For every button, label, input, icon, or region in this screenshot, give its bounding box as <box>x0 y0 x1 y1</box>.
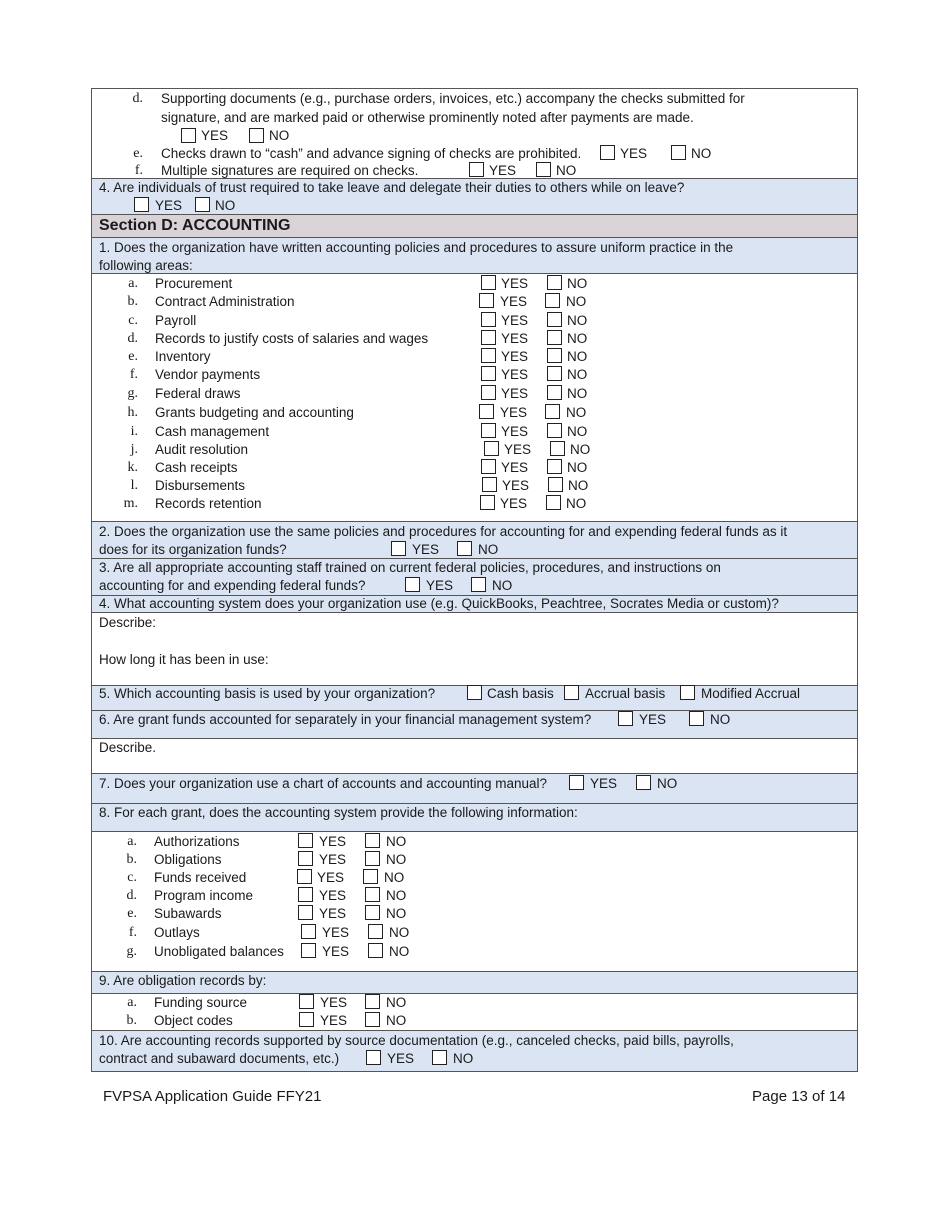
outlays-no-checkbox[interactable] <box>368 924 383 939</box>
q1-item-label: Contract Administration <box>155 294 295 309</box>
d-q2-text-line1: 2. Does the organization use the same policies and procedures for accounting for and expending federal funds as it <box>99 524 788 539</box>
no-label: NO <box>386 852 407 867</box>
no-label: NO <box>691 146 712 161</box>
no-label: NO <box>386 888 407 903</box>
yes-label: YES <box>500 405 528 420</box>
no-label: NO <box>389 944 410 959</box>
item-letter: j. <box>130 442 138 457</box>
item-letter: f. <box>129 367 138 382</box>
modified-accrual-checkbox[interactable] <box>680 685 695 700</box>
federal-draws-yes-checkbox[interactable] <box>481 385 496 400</box>
no-label: NO <box>453 1051 474 1066</box>
no-label: NO <box>567 460 588 475</box>
item-letter: k. <box>127 460 138 475</box>
q8-item-label: Obligations <box>154 852 222 867</box>
q1-item-label: Records retention <box>155 496 262 511</box>
d-q3-no-checkbox[interactable] <box>471 577 486 592</box>
item-letter: c. <box>128 313 138 328</box>
outlays-yes-checkbox[interactable] <box>301 924 316 939</box>
q1-item-label: Cash receipts <box>155 460 238 475</box>
yes-label: YES <box>412 542 440 557</box>
yes-label: YES <box>502 478 530 493</box>
q1-item-label: Payroll <box>155 313 197 328</box>
yes-label: YES <box>320 1013 348 1028</box>
cash-receipts-yes-checkbox[interactable] <box>481 459 496 474</box>
item-f-text: Multiple signatures are required on checks. <box>161 163 419 178</box>
no-label: NO <box>386 906 407 921</box>
subawards-no-checkbox[interactable] <box>365 905 380 920</box>
d-q4-text: 4. What accounting system does your organization use (e.g. QuickBooks, Peachtree, Socrates Media or custom)? <box>99 596 779 611</box>
q9-item-label: Object codes <box>154 1013 233 1028</box>
obligations-no-checkbox[interactable] <box>365 851 380 866</box>
q1-item-label: Records to justify costs of salaries and wages <box>155 331 429 346</box>
footer-page-number: Page 13 of 14 <box>752 1088 846 1105</box>
d-q4-describe-label: Describe: <box>99 615 157 630</box>
item-letter: g. <box>126 944 137 959</box>
d-q7-yes-checkbox[interactable] <box>569 775 584 790</box>
item-letter: e. <box>127 906 137 921</box>
no-label: NO <box>478 542 499 557</box>
cash-management-no-checkbox[interactable] <box>547 423 562 438</box>
yes-label: YES <box>590 776 618 791</box>
trust-leave-question: 4. Are individuals of trust required to take leave and delegate their duties to others while on leave? <box>99 180 685 195</box>
d-q6-no-checkbox[interactable] <box>689 711 704 726</box>
no-label: NO <box>566 405 587 420</box>
inventory-yes-checkbox[interactable] <box>481 348 496 363</box>
yes-label: YES <box>319 888 347 903</box>
no-label: NO <box>567 313 588 328</box>
d-q10-text-line1: 10. Are accounting records supported by source documentation (e.g., canceled checks, paid bills, payrolls, <box>99 1033 734 1048</box>
item-letter: e. <box>128 349 138 364</box>
yes-label: YES <box>639 712 667 727</box>
item-letter: e. <box>133 146 143 161</box>
item-letter: g. <box>127 386 138 401</box>
payroll-yes-checkbox[interactable] <box>481 312 496 327</box>
d-q1-text-line1: 1. Does the organization have written accounting policies and procedures to assure uniform practice in the <box>99 240 734 255</box>
cash-receipts-no-checkbox[interactable] <box>547 459 562 474</box>
object-codes-no-checkbox[interactable] <box>365 1012 380 1027</box>
footer-document-title: FVPSA Application Guide FFY21 <box>103 1088 322 1105</box>
yes-label: YES <box>489 163 517 178</box>
q8-item-label: Program income <box>154 888 254 903</box>
item-letter: a. <box>128 276 138 291</box>
no-label: NO <box>269 128 290 143</box>
no-label: NO <box>386 1013 407 1028</box>
contract-admin-no-checkbox[interactable] <box>545 293 560 308</box>
authorizations-no-checkbox[interactable] <box>365 833 380 848</box>
yes-label: YES <box>426 578 454 593</box>
yes-label: YES <box>500 294 528 309</box>
q1-item-label: Federal draws <box>155 386 241 401</box>
disbursements-yes-checkbox[interactable] <box>482 477 497 492</box>
d-q7-no-checkbox[interactable] <box>636 775 651 790</box>
q8-item-label: Authorizations <box>154 834 240 849</box>
yes-label: YES <box>317 870 345 885</box>
item-letter: d. <box>132 91 143 106</box>
d-q10-yes-checkbox[interactable] <box>366 1050 381 1065</box>
accrual-basis-checkbox[interactable] <box>564 685 579 700</box>
no-label: NO <box>566 294 587 309</box>
cash-basis-label: Cash basis <box>487 686 554 701</box>
q8-item-label: Subawards <box>154 906 222 921</box>
item-f-yes-checkbox[interactable] <box>469 162 484 177</box>
item-letter: b. <box>126 852 137 867</box>
funds-received-no-checkbox[interactable] <box>363 869 378 884</box>
yes-label: YES <box>501 331 529 346</box>
item-letter: d. <box>127 331 138 346</box>
d-q5-text: 5. Which accounting basis is used by your organization? <box>99 686 436 701</box>
yes-label: YES <box>500 496 528 511</box>
audit-resolution-no-checkbox[interactable] <box>550 441 565 456</box>
object-codes-yes-checkbox[interactable] <box>299 1012 314 1027</box>
unobligated-balances-no-checkbox[interactable] <box>368 943 383 958</box>
audit-resolution-yes-checkbox[interactable] <box>484 441 499 456</box>
yes-label: YES <box>501 460 529 475</box>
q1-item-label: Inventory <box>155 349 211 364</box>
d-q9-text: 9. Are obligation records by: <box>99 973 267 988</box>
item-letter: b. <box>127 294 138 309</box>
d-q6-describe-label: Describe. <box>99 740 157 755</box>
item-e-text: Checks drawn to “cash” and advance signing of checks are prohibited. <box>161 146 582 161</box>
d-q2-no-checkbox[interactable] <box>457 541 472 556</box>
authorizations-yes-checkbox[interactable] <box>298 833 313 848</box>
procurement-yes-checkbox[interactable] <box>481 275 496 290</box>
no-label: NO <box>215 198 236 213</box>
salaries-wages-no-checkbox[interactable] <box>547 330 562 345</box>
unobligated-balances-yes-checkbox[interactable] <box>301 943 316 958</box>
cash-basis-checkbox[interactable] <box>467 685 482 700</box>
item-letter: a. <box>127 995 137 1010</box>
no-label: NO <box>710 712 731 727</box>
item-letter: b. <box>126 1013 137 1028</box>
q1-item-label: Grants budgeting and accounting <box>155 405 354 420</box>
q1-item-label: Procurement <box>155 276 233 291</box>
contract-admin-yes-checkbox[interactable] <box>479 293 494 308</box>
salaries-wages-yes-checkbox[interactable] <box>481 330 496 345</box>
q1-item-label: Disbursements <box>155 478 246 493</box>
item-d-text-line1: Supporting documents (e.g., purchase orders, invoices, etc.) accompany the checks submitted for <box>161 91 745 106</box>
d-q4-how-long-label: How long it has been in use: <box>99 652 269 667</box>
funding-source-yes-checkbox[interactable] <box>299 994 314 1009</box>
item-f-no-checkbox[interactable] <box>536 162 551 177</box>
no-label: NO <box>568 478 589 493</box>
grants-budgeting-yes-checkbox[interactable] <box>479 404 494 419</box>
inventory-no-checkbox[interactable] <box>547 348 562 363</box>
accrual-basis-label: Accrual basis <box>585 686 666 701</box>
no-label: NO <box>567 367 588 382</box>
no-label: NO <box>556 163 577 178</box>
program-income-yes-checkbox[interactable] <box>298 887 313 902</box>
no-label: NO <box>389 925 410 940</box>
d-q1-text-line2: following areas: <box>99 258 193 273</box>
yes-label: YES <box>320 995 348 1010</box>
yes-label: YES <box>387 1051 415 1066</box>
program-income-no-checkbox[interactable] <box>365 887 380 902</box>
item-e-yes-checkbox[interactable] <box>600 145 615 160</box>
modified-accrual-label: Modified Accrual <box>701 686 801 701</box>
yes-label: YES <box>620 146 648 161</box>
d-q10-no-checkbox[interactable] <box>432 1050 447 1065</box>
item-letter: l. <box>130 478 138 493</box>
funding-source-no-checkbox[interactable] <box>365 994 380 1009</box>
disbursements-no-checkbox[interactable] <box>548 477 563 492</box>
item-letter: i. <box>130 424 138 439</box>
grants-budgeting-no-checkbox[interactable] <box>545 404 560 419</box>
item-letter: f. <box>128 925 137 940</box>
q1-item-label: Cash management <box>155 424 270 439</box>
no-label: NO <box>567 276 588 291</box>
q8-item-label: Outlays <box>154 925 200 940</box>
no-label: NO <box>386 995 407 1010</box>
vendor-payments-no-checkbox[interactable] <box>547 366 562 381</box>
q1-item-label: Audit resolution <box>155 442 249 457</box>
no-label: NO <box>567 331 588 346</box>
d-q3-text-line2: accounting for and expending federal funds? <box>99 578 366 593</box>
yes-label: YES <box>501 349 529 364</box>
yes-label: YES <box>504 442 532 457</box>
d-q7-text: 7. Does your organization use a chart of accounts and accounting manual? <box>99 776 548 791</box>
item-letter: f. <box>134 163 143 178</box>
d-q3-text-line1: 3. Are all appropriate accounting staff trained on current federal policies, procedures, and instructions on <box>99 560 721 575</box>
no-label: NO <box>566 496 587 511</box>
cash-management-yes-checkbox[interactable] <box>481 423 496 438</box>
no-label: NO <box>386 834 407 849</box>
procurement-no-checkbox[interactable] <box>547 275 562 290</box>
item-letter: d. <box>126 888 137 903</box>
d-q10-text-line2: contract and subaward documents, etc.) <box>99 1051 340 1066</box>
vendor-payments-yes-checkbox[interactable] <box>481 366 496 381</box>
yes-label: YES <box>501 386 529 401</box>
item-letter: c. <box>127 870 137 885</box>
q8-item-label: Funds received <box>154 870 247 885</box>
yes-label: YES <box>322 925 350 940</box>
yes-label: YES <box>501 313 529 328</box>
no-label: NO <box>567 424 588 439</box>
yes-label: YES <box>319 852 347 867</box>
item-d-yes-checkbox[interactable] <box>181 128 196 143</box>
yes-label: YES <box>501 367 529 382</box>
payroll-no-checkbox[interactable] <box>547 312 562 327</box>
records-retention-no-checkbox[interactable] <box>546 495 561 510</box>
trust-leave-yes-checkbox[interactable] <box>134 197 149 212</box>
no-label: NO <box>567 386 588 401</box>
yes-label: YES <box>501 424 529 439</box>
yes-label: YES <box>501 276 529 291</box>
d-q6-text: 6. Are grant funds accounted for separately in your financial management system? <box>99 712 592 727</box>
yes-label: YES <box>322 944 350 959</box>
section-d-title: Section D: ACCOUNTING <box>99 217 291 234</box>
q9-item-label: Funding source <box>154 995 248 1010</box>
d-q2-text-line2: does for its organization funds? <box>99 542 287 557</box>
item-d-no-checkbox[interactable] <box>249 128 264 143</box>
no-label: NO <box>384 870 405 885</box>
federal-draws-no-checkbox[interactable] <box>547 385 562 400</box>
d-q6-yes-checkbox[interactable] <box>618 711 633 726</box>
d-q8-text: 8. For each grant, does the accounting system provide the following information: <box>99 805 578 820</box>
no-label: NO <box>567 349 588 364</box>
no-label: NO <box>657 776 678 791</box>
funds-received-yes-checkbox[interactable] <box>297 869 312 884</box>
records-retention-yes-checkbox[interactable] <box>480 495 495 510</box>
q8-item-label: Unobligated balances <box>154 944 284 959</box>
d-q2-yes-checkbox[interactable] <box>391 541 406 556</box>
no-label: NO <box>492 578 513 593</box>
yes-label: YES <box>155 198 183 213</box>
yes-label: YES <box>319 906 347 921</box>
obligations-yes-checkbox[interactable] <box>298 851 313 866</box>
item-d-text-line2: signature, and are marked paid or otherwise prominently noted after payments are made. <box>161 110 694 125</box>
q1-item-label: Vendor payments <box>155 367 261 382</box>
d-q3-yes-checkbox[interactable] <box>405 577 420 592</box>
item-letter: h. <box>127 405 138 420</box>
item-letter: m. <box>123 496 138 511</box>
subawards-yes-checkbox[interactable] <box>298 905 313 920</box>
yes-label: YES <box>319 834 347 849</box>
yes-label: YES <box>201 128 229 143</box>
no-label: NO <box>570 442 591 457</box>
item-letter: a. <box>127 834 137 849</box>
item-e-no-checkbox[interactable] <box>671 145 686 160</box>
trust-leave-no-checkbox[interactable] <box>195 197 210 212</box>
